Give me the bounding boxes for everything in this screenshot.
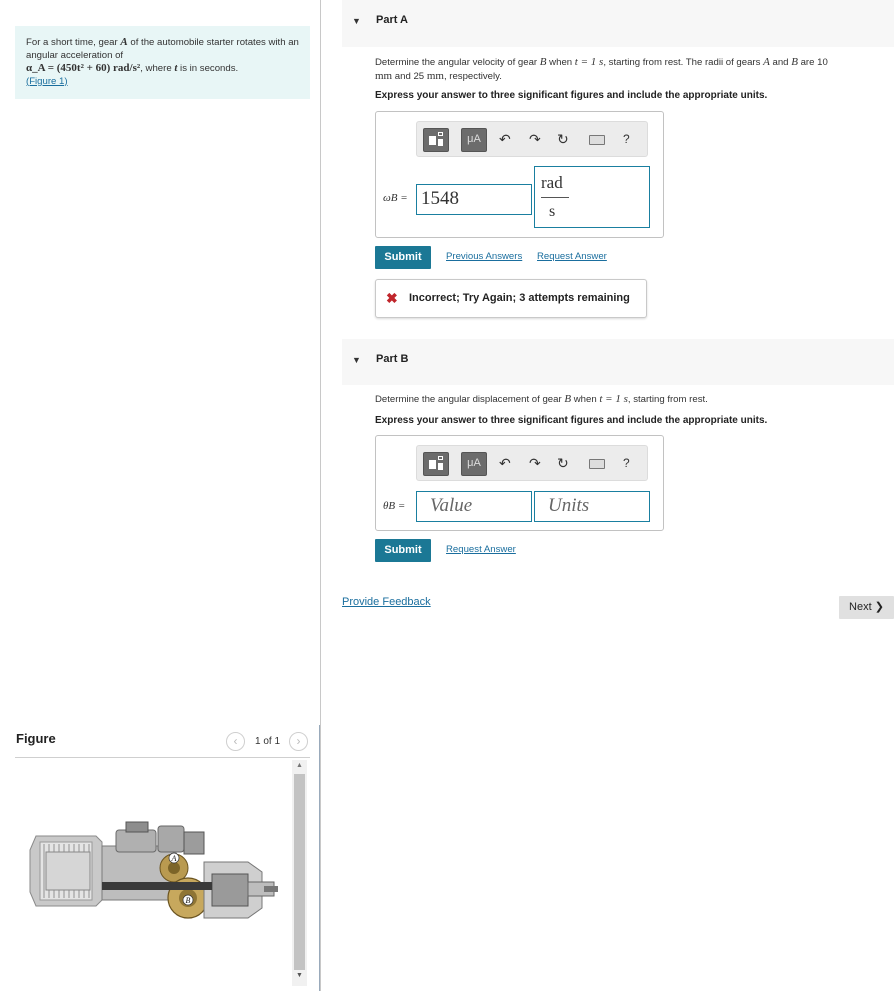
part-a-variable-label [383,192,408,204]
part-a-q-condition: t = 1 s [574,56,604,68]
part-a-value-input[interactable]: 1548 [416,184,532,215]
part-a-instruction: Express your answer to three significant figures and include the appropriate units. [375,90,768,101]
part-a-answer-box [375,111,664,238]
part-a-q-text: and 25 [392,70,427,82]
part-b-submit-button[interactable]: Submit [375,539,431,562]
caret-down-icon[interactable]: ▼ [352,16,361,26]
part-b-header[interactable] [342,339,894,385]
part-a-units-numerator: rad [541,173,563,192]
part-b-answer-box [375,435,664,531]
help-icon[interactable]: ? [623,132,630,146]
previous-answers-link[interactable]: Previous Answers [446,251,523,262]
part-a-submit-button[interactable]: Submit [375,246,431,269]
part-b-value-input[interactable]: Value [416,491,532,522]
figure-next-button[interactable] [289,732,308,751]
part-a-q-text: when [546,57,575,68]
part-a-q-unit: mm [375,69,393,82]
figure-label-a: A [171,854,177,863]
part-a-units-input[interactable] [534,166,650,228]
problem-statement [15,26,310,99]
provide-feedback-link[interactable]: Provide Feedback [342,596,431,608]
pane-divider [320,0,321,991]
part-a-q-text: and [769,57,792,68]
figure-prev-button[interactable] [226,732,245,751]
help-icon[interactable]: ? [623,456,630,470]
pane-divider-accent [319,725,320,991]
caret-down-icon[interactable]: ▼ [352,355,361,365]
part-b-label: Part B [376,353,409,365]
undo-icon[interactable]: ↶ [499,131,511,147]
part-a-q-gear-b: B [791,56,798,68]
problem-t-var: t [174,62,178,74]
units-mu-button[interactable]: μA [461,452,487,476]
keyboard-icon[interactable] [589,459,605,469]
part-a-request-answer-link[interactable]: Request Answer [537,251,607,262]
feedback-message: Incorrect; Try Again; 3 attempts remaining [409,292,630,304]
problem-text-before: For a short time, gear [26,37,121,48]
part-b-q-gear-b: B [564,393,572,405]
undo-icon[interactable]: ↶ [499,455,511,471]
figure-title: Figure [16,731,56,746]
figure-divider [15,757,310,758]
part-a-question [375,56,880,83]
part-a-feedback [375,279,647,318]
part-a-header[interactable] [342,0,894,47]
part-b-instruction: Express your answer to three significant figures and include the appropriate units. [375,415,768,426]
problem-text-end: is in seconds. [177,63,239,74]
reset-icon[interactable]: ↻ [557,455,569,471]
part-a-q-text: , respectively. [443,70,502,82]
reset-icon[interactable]: ↻ [557,131,569,147]
next-button[interactable]: Next ❯ [839,596,894,619]
scrollbar-thumb[interactable] [294,774,305,970]
part-b-question [375,393,708,407]
part-a-q-unit: mm [426,69,444,82]
figure-scrollbar[interactable] [292,760,307,986]
chevron-right-icon: › [296,734,301,748]
template-icon[interactable] [423,128,449,152]
part-a-omega-label: ωB = [383,192,408,204]
scroll-down-arrow-icon[interactable]: ▼ [296,972,303,979]
template-icon[interactable] [423,452,449,476]
part-a-q-gear-b: B [539,56,547,68]
part-b-q-text: , starting from rest. [627,394,708,405]
figure-counter: 1 of 1 [255,736,281,747]
part-a-q-text: , starting from rest. The radii of gears [603,57,764,68]
part-b-theta-label: θB = [383,500,406,512]
figure-image-starter-motor [26,812,282,930]
part-a-q-gear-a: A [763,56,770,68]
figure-label-b: B [185,896,191,905]
part-a-q-text: are 10 [797,57,828,68]
units-mu-button[interactable]: μA [461,128,487,152]
part-a-toolbar [416,121,648,157]
part-b-toolbar [416,445,648,481]
part-b-q-condition: t = 1 s [599,393,628,405]
problem-text-after: , where [140,63,175,74]
redo-icon[interactable]: ↷ [529,131,541,147]
fraction-bar [541,197,569,198]
redo-icon[interactable]: ↷ [529,455,541,471]
problem-gear-a: A [120,36,128,48]
keyboard-icon[interactable] [589,135,605,145]
part-a-q-text: Determine the angular velocity of gear [375,57,540,68]
left-pane [0,0,321,991]
problem-text-middle: of the automobile starter rotates with an angular acceleration of [26,37,299,61]
incorrect-x-icon: ✖ [386,290,398,306]
chevron-left-icon: ‹ [233,734,238,748]
part-b-q-text: when [571,394,600,405]
part-b-variable-label [383,500,405,512]
part-b-units-input[interactable]: Units [534,491,650,522]
scroll-up-arrow-icon[interactable]: ▲ [296,762,303,769]
part-a-label: Part A [376,14,408,26]
problem-equation: α_A = (450t² + 60) rad/s² [26,62,141,74]
part-a-units-denominator: s [549,203,556,220]
part-b-q-text: Determine the angular displacement of gear [375,394,565,405]
part-b-request-answer-link[interactable]: Request Answer [446,544,516,555]
figure-link[interactable]: (Figure 1) [26,75,68,87]
